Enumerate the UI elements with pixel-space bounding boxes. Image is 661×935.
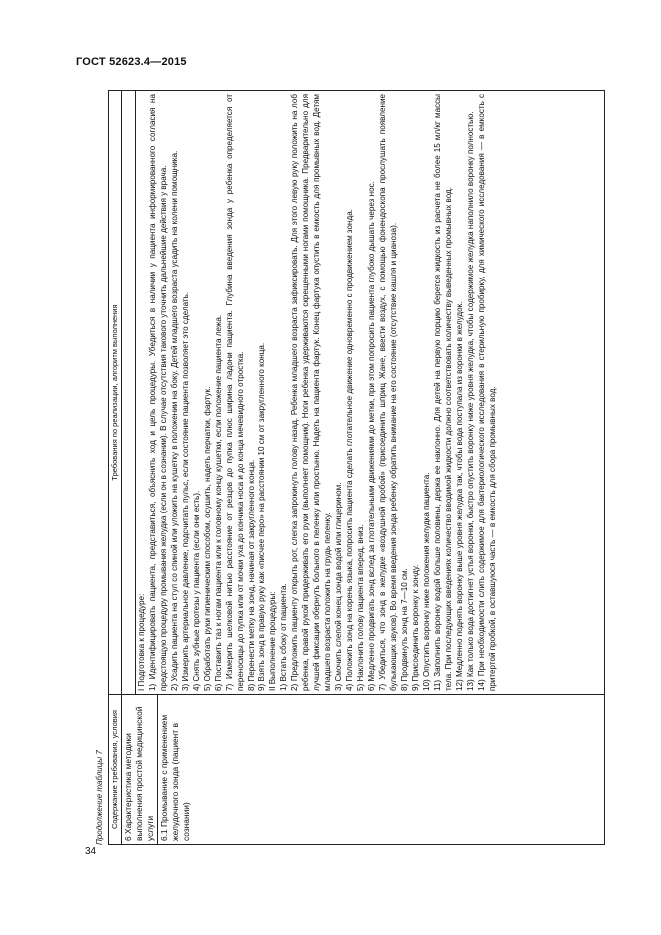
step-text: 8) Перенести метку на зонд, начиная от закругленного конца. xyxy=(246,459,256,691)
step-text: 9) Взять зонд в правую руку как «писчее перо» на расстоянии 10 см от закругленного конца. xyxy=(257,342,267,691)
step-text: 7) Измерить шелковой нитью расстояние от резцов до пупка плюс ширина ладони пациента. Глубина введения зонда у ребенка определяется от переносицы до пупка или от мочки уха до кончика носа и до конца мечевидного отростка. xyxy=(224,94,245,691)
step-text: 4) Снять зубные протезы у пациента (если они есть). xyxy=(191,490,201,691)
step-text: 5) Обработать руки гигиеническим способом, осушить, надеть перчатки, фартук. xyxy=(202,386,212,691)
requirement-cell xyxy=(122,694,604,844)
step-text: 13) Как только вода достигнет устья воронки, быстро опустить воронку ниже уровня желудка, чтобы содержимое желудка наполнило воронку полностью. xyxy=(465,111,475,691)
section-6-1-heading: 6.1 Промывание с применением желудочного зонда (пациент в сознании) xyxy=(159,714,191,841)
step-text: 6) Медленно продвигать зонд вслед за глотательными движениями до метки, при этом попросить пациента глубоко дышать через нос. xyxy=(367,181,377,691)
requirements-table xyxy=(108,90,605,845)
cell-divider xyxy=(135,91,136,694)
header-implementation-algorithm: Требования по реализации, алгоритм выполнения xyxy=(110,304,119,481)
step-text: 4) Положить зонд на корень языка, попросить пациента сделать глотательное движение одновременно с продвижением зонда. xyxy=(345,209,355,691)
step-text: 9) Присоединить воронку к зонду. xyxy=(410,564,420,691)
table-body xyxy=(122,91,604,844)
header-requirement-content: Содержание требования, условия xyxy=(109,694,121,844)
step-text: 3) Смочить слепой конец зонда водой или глицерином. xyxy=(334,482,344,691)
step-text: 3) Измерить артериальное давление, подсчитать пульс, если состояние пациента позволяет это сделать. xyxy=(180,291,190,691)
step-text: 1) Встать сбоку от пациента. xyxy=(279,583,289,691)
step-text: 2) Предложить пациенту открыть рот, слегка запрокинуть голову назад. Ребенка младшего возраста зафиксировать. Для этого левую руку положить на лоб ребенка, правой рукой придерживать его руки (выполняет помощник). Ноги ребенка удерживаются скрещенными ногами помощника. Предварительно для лучшей фиксации обернуть больного в пеленку или простыню. Надеть на пациента фартук. Конец фартука опустить в емкость для промывных вод. Детям младшего возраста положить на грудь пеленку. xyxy=(290,94,333,691)
step-text: 5) Наклонить голову пациента вперед, вниз. xyxy=(356,524,366,691)
step-text: 8) Продвинуть зонд на 7—10 см. xyxy=(399,568,409,691)
step-text: II Выполнение процедуры: xyxy=(268,591,278,691)
step-text: 2) Усадить пациента на стул со спиной или уложить на кушетку в положении на боку. Детей младшего возраста усадить на колени помощника. xyxy=(169,150,179,691)
cell-divider xyxy=(157,695,158,844)
step-text: 7) Убедиться, что зонд в желудке «воздушной пробой» (присоединить шприц Жане, ввести воздух, с помощью фонендоскопа прослушать появление булькающих звуков). Во время введения зонда ребенку обратить внимание на его состояние (отсутствие кашля и цианоза). xyxy=(377,94,398,691)
step-text: 14) При необходимости слить содержимое для бактериологического исследования в стерильную пробирку, для химического исследования — в емкость с притертой пробкой, в оставшуюся часть — в емкость для сбора промывных вод. xyxy=(476,94,497,691)
rotated-table-area xyxy=(95,90,605,845)
section-6-heading: 6 Характеристика методики выполнения простой медицинской услуги xyxy=(123,706,155,841)
page-number: 34 xyxy=(85,846,97,857)
step-text: 12) Медленно поднять воронку выше уровня желудка так, чтобы вода поступала из воронки в желудок. xyxy=(454,301,464,691)
document-title: ГОСТ 52623.4—2015 xyxy=(76,56,187,68)
step-text: 6) Поставить таз к ногам пациента или к головному концу кушетки, если положение пациента лежа. xyxy=(213,314,223,691)
step-text: 11) Заполнить воронку водой больше половины, держа ее наклонно. Для детей на первую порцию берется жидкость из расчета не более 15 мл/кг массы тела. При последующих введениях количество вводимой жидкости должно соответствовать количеству выведенных промывных вод. xyxy=(432,94,453,691)
algorithm-cell xyxy=(122,91,604,694)
step-text: I Подготовка к процедуре: xyxy=(137,593,146,691)
step-text: 1) Идентифицировать пациента, представиться, объяснить ход и цель процедуры. Убедиться в наличии у пациента информированного согласия на предстоящую процедуру промывания желудка (если он в сознании). В случае отсутствия такового уточнить дальнейшие действия у врача. xyxy=(147,94,168,691)
step-text: 10) Опустить воронку ниже положения желудка пациента. xyxy=(421,472,431,691)
table-continuation-label: Продолжение таблицы 7 xyxy=(95,750,104,845)
table-header-row xyxy=(109,91,122,844)
